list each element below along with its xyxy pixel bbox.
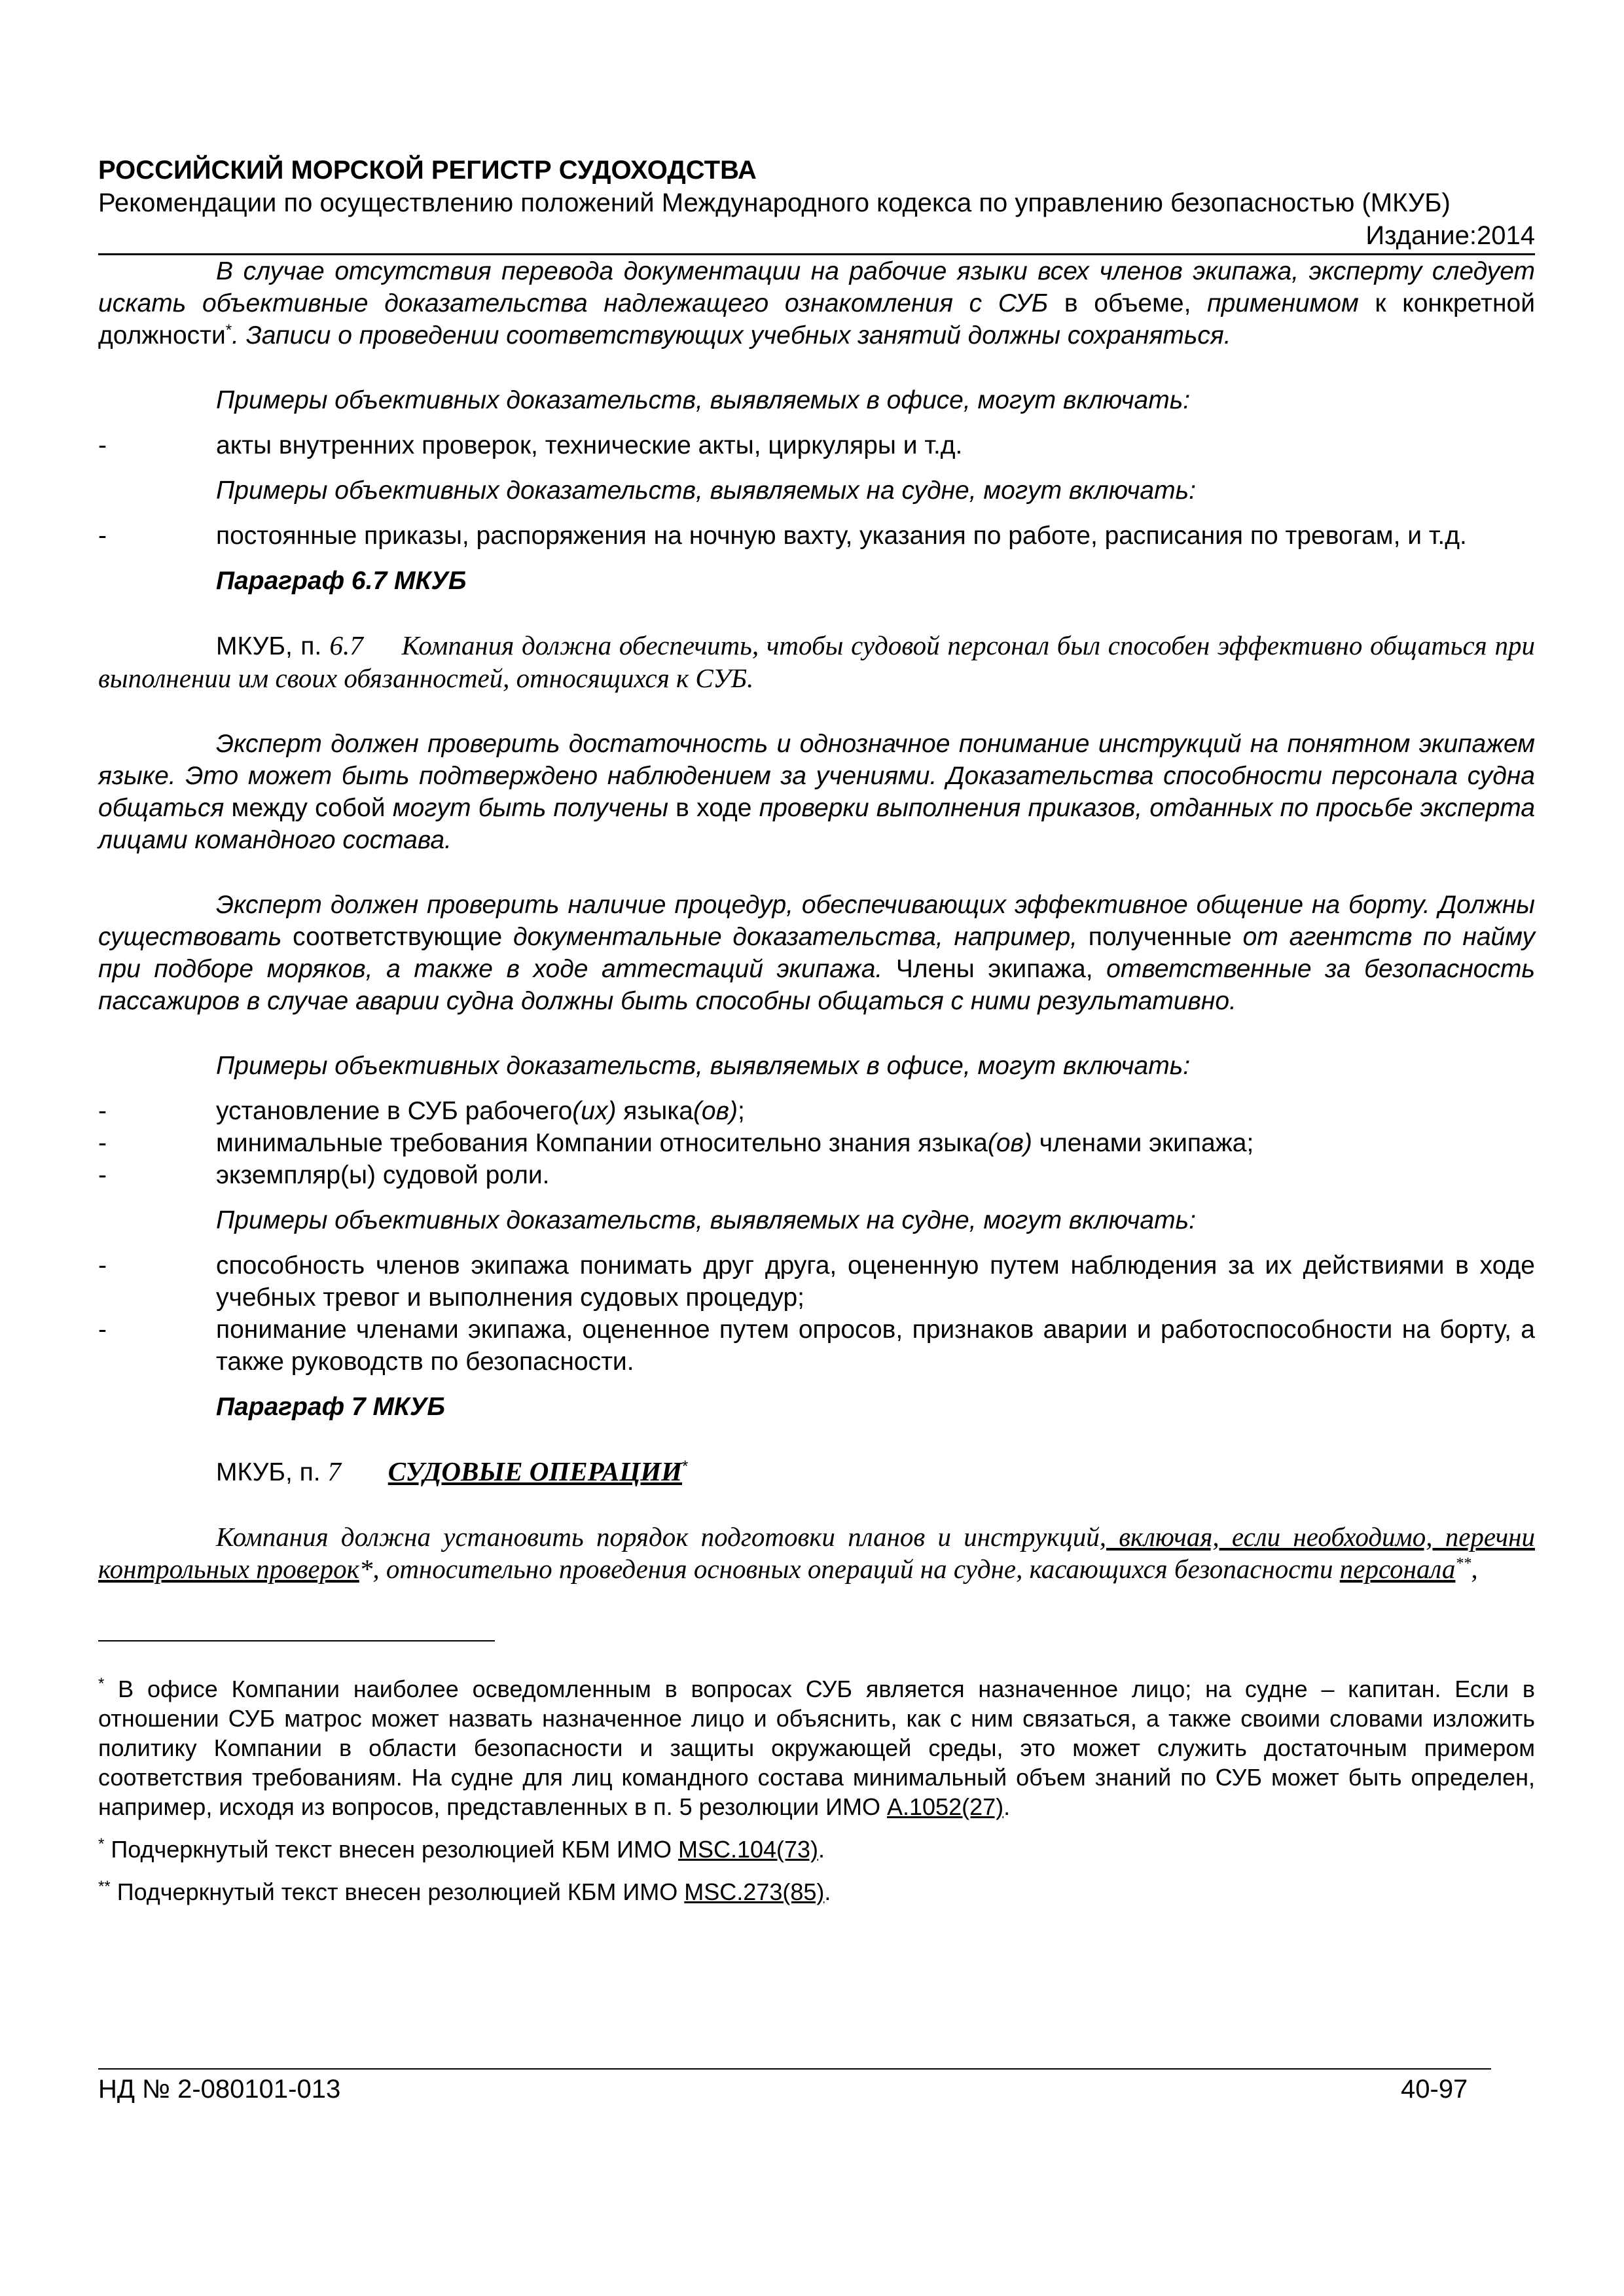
office-item-2a-i1: (их): [572, 1097, 617, 1125]
list-dash: -: [98, 522, 107, 550]
list-item: [98, 1159, 1535, 1191]
page-content: [98, 154, 1535, 1907]
footnote-1-mark: *: [98, 1675, 105, 1693]
footer-doc-number: НД № 2-080101-013: [98, 2075, 341, 2104]
ism-label: МКУБ, п.: [216, 632, 330, 660]
footer-page-number: 40-97: [1401, 2075, 1468, 2104]
list-item-text: постоянные приказы, распоряжения на ночную вахту, указания по работе, расписания по тревогам, и т.д.: [216, 522, 1467, 550]
ism-7-text: [98, 1521, 1535, 1585]
list-item-text: способность членов экипажа понимать друг друга, оцененную путем наблюдения за их действиями в ходе учебных тревог и выполнения судовых процедур;: [216, 1251, 1535, 1312]
p3-text-e: от агентств по найму при подборе моряков, а также в ходе аттестаций экипажа.: [98, 923, 1536, 983]
ism-label: МКУБ, п.: [216, 1458, 328, 1486]
p1-text-e: . Записи о проведении соответствующих учебных занятий должны сохраняться.: [232, 321, 1231, 350]
p2-text-e: проверки выполнения приказов, отданных по просьбе эксперта лицами командного состава.: [98, 794, 1536, 854]
footnote-3-mark: **: [98, 1878, 111, 1895]
footnote-2-end: .: [818, 1836, 825, 1863]
list-item-text: экземпляр(ы) судовой роли.: [216, 1161, 550, 1189]
p3-text-c: документальные доказательства, например,: [513, 923, 1078, 951]
p1-text-b: в объеме,: [1048, 289, 1208, 317]
office-item-2a-i2: (ов): [693, 1097, 738, 1125]
p3-text-a: Эксперт должен проверить наличие процедур, обеспечивающих эффективное общение на борту. Должны существовать: [98, 891, 1535, 951]
p4-text-a: Компания должна установить порядок подготовки планов и инструкций: [216, 1522, 1100, 1552]
ism-number: 7: [327, 1456, 341, 1486]
office-item-2a: установление в СУБ рабочего: [216, 1097, 573, 1125]
ism-6-7-quote: [98, 630, 1535, 695]
list-dash: -: [98, 1161, 107, 1189]
list-dash: -: [98, 431, 107, 459]
list-item: [98, 1127, 1535, 1159]
paragraph-1: [98, 255, 1535, 351]
footnote-2: [98, 1835, 1535, 1864]
list-item: [98, 1314, 1535, 1378]
footnote-3: [98, 1877, 1535, 1907]
footnote-divider: [98, 1640, 495, 1641]
p1-text-a: В случае отсутствия перевода документации на рабочие языки всех членов экипажа, эксперту следует искать объективные доказательства надлежащего ознакомления с СУБ: [98, 257, 1535, 317]
p4-text-d: персонала: [1339, 1554, 1456, 1584]
p4-text-b: , включая, если необходимо, перечни контрольных проверок: [98, 1522, 1535, 1584]
header-organization: РОССИЙСКИЙ МОРСКОЙ РЕГИСТР СУДОХОДСТВА: [98, 156, 757, 185]
p2-text-d: в ходе: [668, 794, 759, 822]
footnote-2-text: Подчеркнутый текст внесен резолюцией КБМ ИМО: [104, 1836, 678, 1863]
list-item-text: [216, 1095, 1535, 1127]
office-item-2b-e: членами экипажа;: [1032, 1129, 1254, 1157]
p4-text-e: ,: [1471, 1554, 1478, 1584]
list-item: [98, 429, 1535, 461]
footnote-ref-1: *: [225, 321, 232, 339]
list-dash: -: [98, 1129, 107, 1157]
resolution-link-msc273[interactable]: MSC.273(85): [684, 1878, 825, 1905]
section-heading-7: Параграф 7 МКУБ: [216, 1393, 445, 1421]
office-item-2b-i: (ов): [987, 1129, 1032, 1157]
list-item-text: [216, 1127, 1535, 1159]
p2-text-a: Эксперт должен проверить достаточность и однозначное понимание инструкций на понятном экипажем языке. Это может быть подтверждено наблюдением за учениями. Доказательства способности персонала судна общаться: [98, 730, 1535, 822]
footnote-1-text: В офисе Компании наиболее осведомленным в вопросах СУБ является назначенное лицо; на судне – капитан. Если в отношении СУБ матрос может назвать назначенное лицо и объяснить, как с ним связаться, а также своими словами изложить политику Компании в области безопасности и защиты окружающей среды, это может служить достаточным примером соответствия требованиям. На судне для лиц командного состава минимальный объем знаний по СУБ может быть определен, например, исходя из вопросов, представленных в п. 5 резолюции ИМО: [98, 1676, 1535, 1820]
p3-text-b: соответствующие: [281, 923, 513, 951]
footnote-1-end: .: [1003, 1793, 1011, 1820]
list-item: [98, 520, 1535, 552]
ism-7-heading: [98, 1456, 1535, 1488]
list-dash: -: [98, 1316, 107, 1344]
list-item-text: акты внутренних проверок, технические акты, циркуляры и т.д.: [216, 431, 963, 459]
footnotes: [98, 1674, 1535, 1907]
resolution-link-msc104[interactable]: MSC.104(73): [677, 1836, 819, 1863]
list-dash: -: [98, 1097, 107, 1125]
examples-office-heading-2: Примеры объективных доказательств, выявляемых в офисе, могут включать:: [216, 1052, 1191, 1080]
paragraph-2: [98, 728, 1535, 856]
section-heading-6-7: Параграф 6.7 МКУБ: [216, 567, 467, 595]
p3-text-g: ответственные за безопасность пассажиров в случае аварии судна должны быть способны общаться с ними результативно.: [98, 955, 1535, 1015]
p1-text-d: к конкретной должности: [98, 289, 1535, 350]
footnote-3-end: .: [824, 1878, 831, 1905]
footnote-3-text: Подчеркнутый текст внесен резолюцией КБМ ИМО: [110, 1878, 685, 1905]
footnote-1: [98, 1674, 1535, 1821]
p3-text-d: полученные: [1077, 923, 1243, 951]
examples-ship-heading-1: Примеры объективных доказательств, выявляемых на судне, могут включать:: [216, 476, 1196, 505]
ism-number: 6.7: [329, 630, 363, 660]
examples-office-heading-1: Примеры объективных доказательств, выявляемых в офисе, могут включать:: [216, 386, 1191, 414]
resolution-link-a1052[interactable]: A.1052(27): [886, 1793, 1004, 1820]
header-subtitle: Рекомендации по осуществлению положений Международного кодекса по управлению безопасностью (МКУБ): [98, 188, 1451, 217]
p2-text-c: могут быть получены: [392, 794, 668, 822]
p2-text-b: между собой: [224, 794, 393, 822]
list-item: [98, 1095, 1535, 1127]
p3-text-f: Члены экипажа,: [882, 955, 1107, 983]
list-item: [98, 1249, 1535, 1314]
office-item-2a-e: ;: [737, 1097, 745, 1125]
ism-text: Компания должна обеспечить, чтобы судовой персонал был способен эффективно общаться при выполнении им своих обязанностей, относящихся к СУБ.: [98, 630, 1535, 693]
office-item-2a-m: языка: [616, 1097, 693, 1125]
list-item-text: понимание членами экипажа, оцененное путем опросов, признаков аварии и работоспособности на борту, а также руководств по безопасности.: [216, 1316, 1535, 1376]
examples-ship-heading-2: Примеры объективных доказательств, выявляемых на судне, могут включать:: [216, 1206, 1196, 1234]
paragraph-3: [98, 889, 1535, 1017]
footer-divider: [98, 2068, 1491, 2070]
footnote-ref-3: **: [1455, 1555, 1471, 1572]
p1-text-c: применимом: [1207, 289, 1359, 317]
list-dash: -: [98, 1251, 107, 1280]
office-item-2b: минимальные требования Компании относительно знания языка: [216, 1129, 988, 1157]
header-edition: Издание:2014: [1365, 221, 1535, 250]
footnote-ref-2: *: [682, 1458, 689, 1475]
footnote-2-mark: *: [98, 1835, 105, 1853]
ism-title: СУДОВЫЕ ОПЕРАЦИИ: [388, 1456, 683, 1486]
p4-text-c: *, относительно проведения основных операций на судне, касающихся безопасности: [359, 1554, 1340, 1584]
